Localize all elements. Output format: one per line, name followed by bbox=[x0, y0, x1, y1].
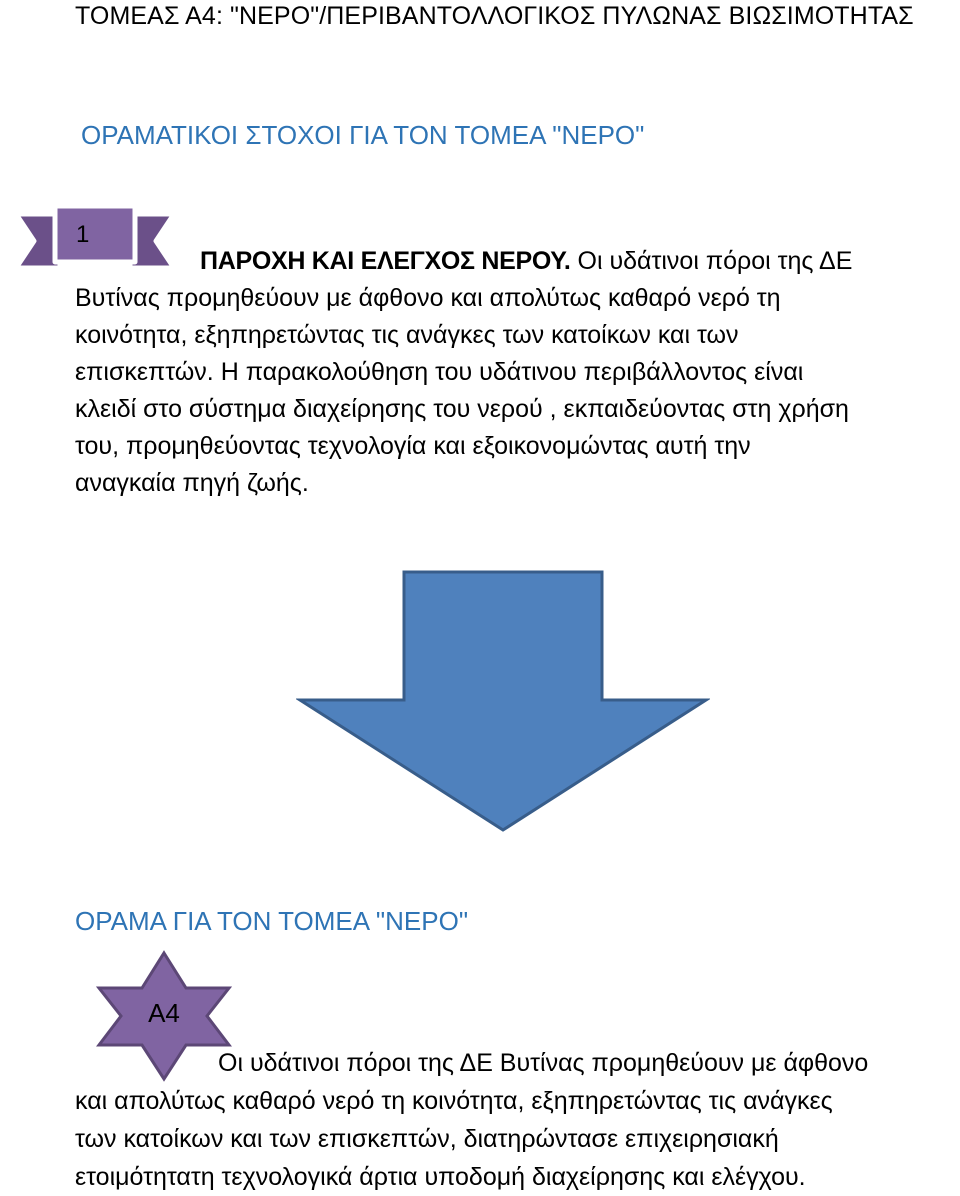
vision-line-3: των κατοίκων και των επισκεπτών, διατηρώντασε επιχειρησιακή bbox=[75, 1125, 779, 1153]
star-label: Α4 bbox=[148, 998, 180, 1028]
vision-section-heading: ΟΡΑΜΑ ΓΙΑ ΤΟΝ ΤΟΜΕΑ "ΝΕΡΟ" bbox=[75, 906, 469, 936]
vision-line-1: Οι υδάτινοι πόροι της ΔΕ Βυτίνας προμηθεύουν με άφθονο bbox=[218, 1049, 869, 1077]
goals-section-heading: ΟΡΑΜΑΤΙΚΟΙ ΣΤΟΧΟΙ ΓΙΑ ΤΟΝ ΤΟΜΕΑ "ΝΕΡΟ" bbox=[81, 120, 645, 150]
page-title: ΤΟΜΕΑΣ Α4: "ΝΕΡΟ"/ΠΕΡΙΒΑΝΤΟΛΛΟΓΙΚΟΣ ΠΥΛΩΝΑΣ ΒΙΩΣΙΜΟΤΗΤΑΣ bbox=[75, 2, 914, 30]
goals-line-3: κοινότητα, εξηπηρετώντας τις ανάγκες των κατοίκων και των bbox=[75, 321, 739, 349]
vision-line-2: και απολύτως καθαρό νερό τη κοινότητα, εξηπηρετώντας τις ανάγκες bbox=[75, 1087, 833, 1115]
down-arrow-icon bbox=[296, 568, 710, 834]
goals-line-4: επισκεπτών. Η παρακολούθηση του υδάτινου περιβάλλοντος είναι bbox=[75, 358, 804, 386]
vision-line-4: ετοιμότητατη τεχνολογικά άρτια υποδομή διαχείρησης και ελέγχου. bbox=[75, 1163, 806, 1191]
goals-line-7: αναγκαία πηγή ζωής. bbox=[75, 469, 309, 497]
goals-line-6: του, προμηθεύοντας τεχνολογία και εξοικονομώντας αυτή την bbox=[75, 432, 751, 460]
ribbon-number: 1 bbox=[76, 221, 90, 248]
goals-line-2: Βυτίνας προμηθεύουν με άφθονο και απολύτως καθαρό νερό τη bbox=[75, 284, 781, 312]
goals-line-5: κλειδί στο σύστημα διαχείρησης του νερού , εκπαιδεύοντας στη χρήση bbox=[75, 395, 849, 423]
goals-line-1 bbox=[200, 243, 852, 280]
goals-bold-title: ΠΑΡΟΧΗ ΚΑΙ ΕΛΕΓΧΟΣ ΝΕΡΟΥ. bbox=[200, 247, 571, 275]
goals-line-1-rest: Οι υδάτινοι πόροι της ΔΕ bbox=[577, 247, 853, 275]
